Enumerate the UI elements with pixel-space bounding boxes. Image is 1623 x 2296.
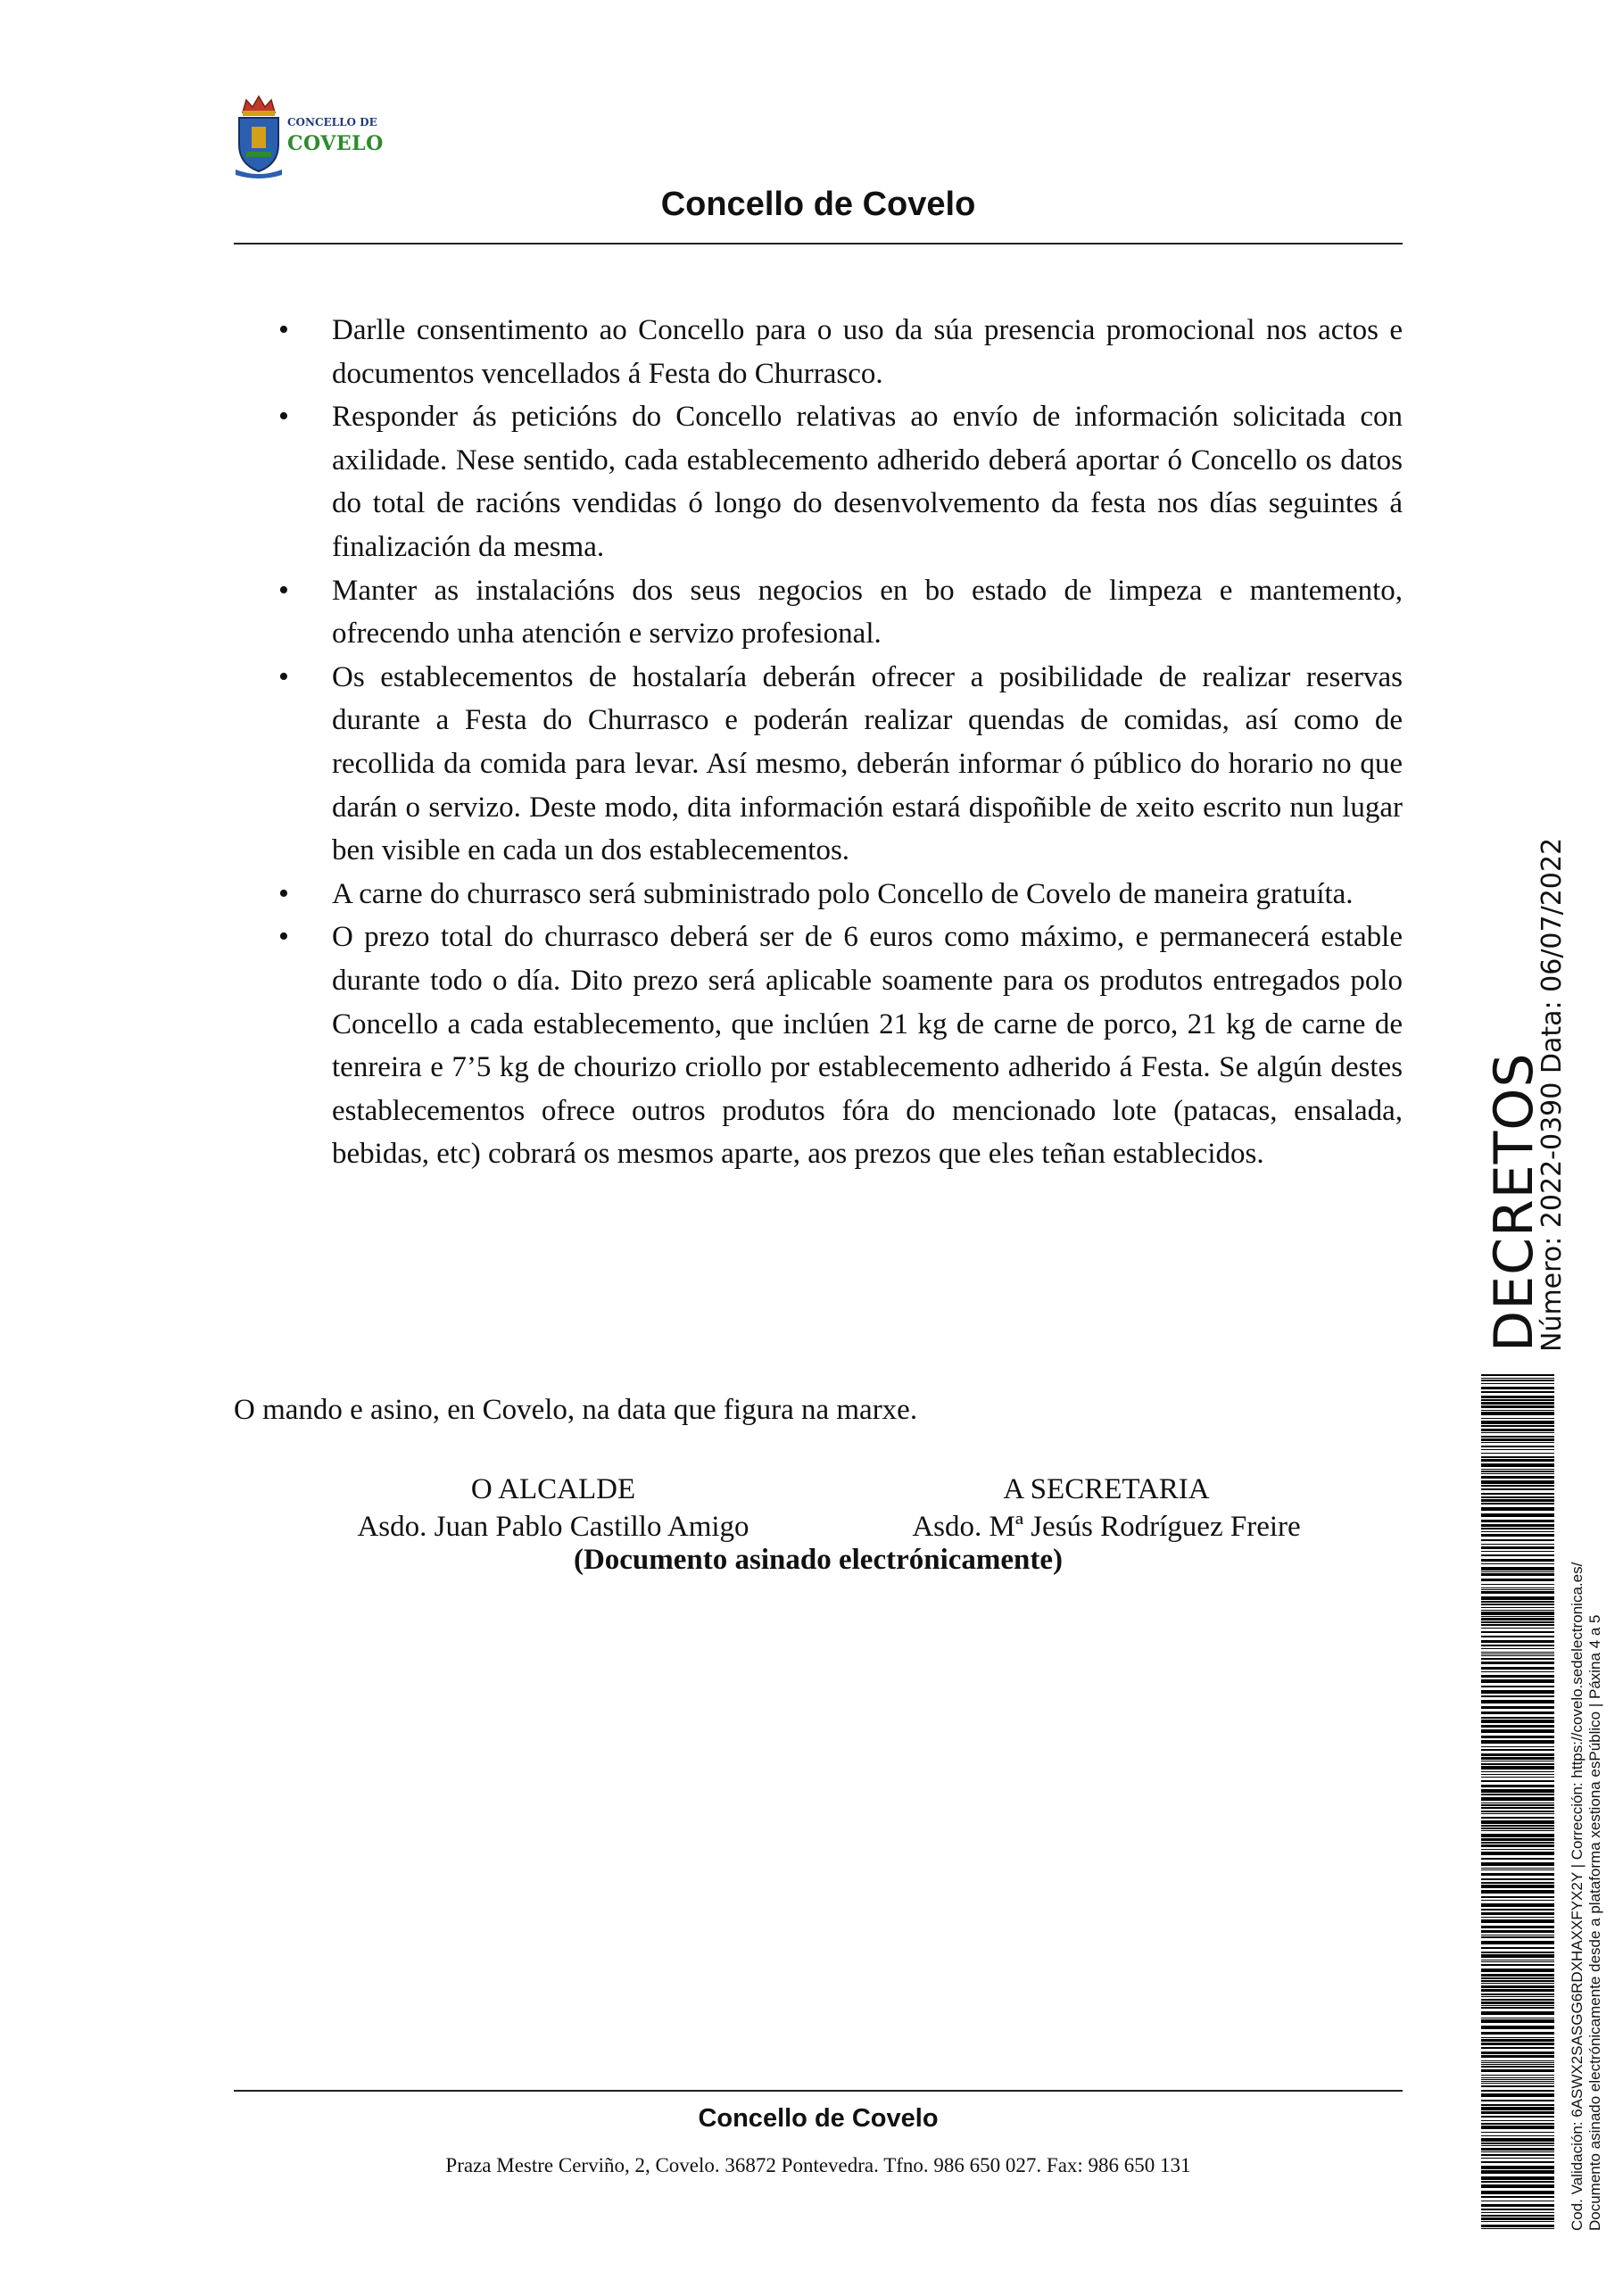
decretos-label: DECRETOS (1483, 1052, 1545, 1352)
barcode-bar (1481, 2093, 1554, 2097)
barcode-bar (1481, 1607, 1554, 1608)
barcode-bar (1481, 1869, 1554, 1870)
barcode-bar (1481, 2184, 1554, 2188)
barcode-bar (1481, 1983, 1554, 1984)
barcode-bar (1481, 1717, 1554, 1719)
validation-code (1569, 1562, 1604, 2231)
barcode-bar (1481, 1584, 1554, 1585)
barcode-bar (1481, 1996, 1554, 1997)
barcode-bar (1481, 1777, 1554, 1778)
barcode-bar (1481, 1969, 1554, 1972)
barcode-bar (1481, 1476, 1554, 1479)
barcode-bar (1481, 1399, 1554, 1401)
barcode-bar (1481, 1695, 1554, 1697)
barcode-bar (1481, 2043, 1554, 2045)
barcode-bar (1481, 2051, 1554, 2054)
barcode-bar (1481, 1503, 1554, 1504)
barcode-bar (1481, 2075, 1554, 2076)
barcode-bar (1481, 1524, 1554, 1527)
barcode-bar (1481, 1573, 1554, 1576)
barcode-bar (1481, 1686, 1554, 1687)
barcode-bar (1481, 2085, 1554, 2087)
barcode-bar (1481, 2166, 1554, 2169)
barcode-bar (1481, 1459, 1554, 1462)
barcode-bar (1481, 1618, 1554, 1620)
barcode-bar (1481, 1763, 1554, 1765)
barcode-bar (1481, 1551, 1554, 1552)
barcode-bar (1481, 2062, 1554, 2063)
barcode-bar (1481, 1421, 1554, 1424)
barcode-bar (1481, 1463, 1554, 1467)
barcode-bar (1481, 1753, 1554, 1756)
list-item: • Os establecementos de hostalaría deberán ofrecer a posibilidade de realizar reservas durante a Festa do Churrasco e poderán realizar quendas de comidas, así como de recollida da comida para levar. Así mesmo, deberán informar ó público do horario no que darán o servizo. Deste modo, dita información estará dispoñible de xeito escrito nun lugar ben visible en cada un dos establecementos. (234, 656, 1403, 873)
barcode-bar (1481, 1912, 1554, 1915)
barcode-bar (1481, 1391, 1554, 1393)
barcode-bar (1481, 2002, 1554, 2004)
barcode-bar (1481, 1378, 1554, 1379)
barcode-bar (1481, 2090, 1554, 2092)
barcode-bar (1481, 1852, 1554, 1855)
barcode-bar (1481, 1690, 1554, 1694)
barcode-bar (1481, 2104, 1554, 2106)
barcode-bar (1481, 1554, 1554, 1556)
barcode-bar (1481, 1534, 1554, 1537)
barcode-bar (1481, 1480, 1554, 1484)
barcode-bar (1481, 1429, 1554, 1431)
barcode-bar (1481, 2011, 1554, 2015)
barcode-bar (1481, 2170, 1554, 2174)
footer-address: Praza Mestre Cerviño, 2, Covelo. 36872 Pontevedra. Tfno. 986 650 027. Fax: 986 650 131 (445, 2154, 1191, 2176)
barcode-bar (1481, 1579, 1554, 1581)
barcode-bar (1481, 1919, 1554, 1923)
barcode-bar (1481, 1817, 1554, 1819)
barcode-bar (1481, 1628, 1554, 1629)
barcode-bar (1481, 2126, 1554, 2129)
validation-code-line2: Documento asinado electrónicamente desde a plataforma xestiona esPúblico | Páxina 4 a 5 (1586, 1614, 1603, 2231)
barcode-bar (1481, 1926, 1554, 1928)
barcode-bar (1481, 1930, 1554, 1933)
barcode-bar (1481, 2228, 1554, 2229)
barcode-bar (1481, 1720, 1554, 1723)
coat-of-arms-icon (234, 93, 284, 178)
barcode-bar (1481, 1961, 1554, 1962)
barcode-bar (1481, 1531, 1554, 1532)
barcode-bar (1481, 1804, 1554, 1806)
barcode-bar (1481, 1740, 1554, 1744)
barcode-bar (1481, 1604, 1554, 1605)
barcode-bar (1481, 1449, 1554, 1450)
list-item: • Responder ás peticións do Concello relativas ao envío de información solicitada con axilidade. Nese sentido, cada establecemento adherido deberá aportar ó Concello os datos do total de racións vendidas ó longo do desenvolvemento da festa nos días seguintes á finalización da mesma. (234, 395, 1403, 568)
barcode-bar (1481, 1954, 1554, 1958)
barcode-bar (1481, 1563, 1554, 1564)
barcode-bar (1481, 1596, 1554, 1600)
barcode-bar (1481, 1842, 1554, 1844)
barcode-bar (1481, 1591, 1554, 1594)
barcode-bar (1481, 1774, 1554, 1775)
logo-text-line2: COVELO (287, 132, 384, 155)
barcode-bar (1481, 1977, 1554, 1979)
barcode-bar (1481, 1873, 1554, 1876)
header-title: Concello de Covelo (660, 186, 976, 223)
barcode-bar (1481, 1469, 1554, 1470)
barcode-bar (1481, 2116, 1554, 2118)
barcode-bar (1481, 1890, 1554, 1894)
barcode-bar (1481, 2026, 1554, 2029)
barcode-bar (1481, 1488, 1554, 1490)
barcode-bar (1481, 1985, 1554, 1988)
barcode-bar (1481, 2007, 1554, 2009)
barcode-bar (1481, 1667, 1554, 1670)
footer-divider (234, 2090, 1403, 2092)
barcode-bar (1481, 1757, 1554, 1760)
barcode-bar (1481, 1528, 1554, 1529)
barcode-bar (1481, 1882, 1554, 1884)
barcode-bar (1481, 2176, 1554, 2180)
barcode-bar (1481, 2077, 1554, 2078)
decree-number-date: Número: 2022-0390 Data: 06/07/2022 (1536, 837, 1568, 1352)
barcode-icon (1481, 1374, 1554, 2231)
barcode-bar (1481, 1493, 1554, 1495)
barcode-bar (1481, 1813, 1554, 1814)
barcode-bar (1481, 2032, 1554, 2035)
barcode-bar (1481, 1425, 1554, 1427)
list-item: • A carne do churrasco será subministrado polo Concello de Covelo de maneira gratuíta. (234, 873, 1403, 916)
barcode-bar (1481, 1712, 1554, 1714)
barcode-bar (1481, 1671, 1554, 1672)
barcode-bar (1481, 1436, 1554, 1438)
mayor-signature (321, 1471, 785, 1546)
barcode-bar (1481, 1456, 1554, 1458)
barcode-bar (1481, 1820, 1554, 1824)
barcode-bar (1481, 1652, 1554, 1653)
barcode-bar (1481, 2111, 1554, 2114)
barcode-bar (1481, 1485, 1554, 1487)
barcode-bar (1481, 2161, 1554, 2163)
barcode-bar (1481, 1844, 1554, 1847)
barcode-bar (1481, 2132, 1554, 2133)
barcode-bar (1481, 1947, 1554, 1949)
barcode-bar (1481, 1974, 1554, 1977)
barcode-bar (1481, 1878, 1554, 1880)
barcode-bar (1481, 1631, 1554, 1633)
barcode-bar (1481, 1964, 1554, 1966)
barcode-bar (1481, 1610, 1554, 1611)
barcode-bar (1481, 1999, 1554, 2001)
barcode-bar (1481, 1736, 1554, 1738)
barcode-bar (1481, 1621, 1554, 1623)
validation-code-line1: Cod. Validación: 6ASWX2SASGG6RDXHAXXFYX2Y | Corrección: https://covelo.sedelectronica.es/ (1569, 1562, 1586, 2231)
barcode-bar (1481, 1989, 1554, 1992)
barcode-bar (1481, 1507, 1554, 1511)
barcode-bar (1481, 1380, 1554, 1381)
barcode-bar (1481, 2064, 1554, 2065)
barcode-bar (1481, 2083, 1554, 2084)
barcode-bar (1481, 1917, 1554, 1918)
barcode-bar (1481, 2151, 1554, 2152)
secretary-name: Asdo. Mª Jesús Rodríguez Freire (912, 1511, 1301, 1543)
barcode-bar (1481, 1849, 1554, 1850)
barcode-bar (1481, 2138, 1554, 2142)
barcode-bar (1481, 2081, 1554, 2082)
barcode-bar (1481, 2019, 1554, 2023)
barcode-bar (1481, 1471, 1554, 1472)
barcode-bar (1481, 1559, 1554, 1562)
barcode-bar (1481, 2060, 1554, 2061)
barcode-bar (1481, 2037, 1554, 2038)
barcode-bar (1481, 1601, 1554, 1603)
barcode-bar (1481, 1834, 1554, 1837)
barcode-bar (1481, 1587, 1554, 1588)
barcode-bar (1481, 1624, 1554, 1626)
barcode-bar (1481, 1645, 1554, 1646)
barcode-bar (1481, 1828, 1554, 1829)
secretary-signature (857, 1471, 1356, 1546)
barcode-bar (1481, 1993, 1554, 1995)
barcode-bar (1481, 2066, 1554, 2068)
barcode-bar (1481, 2221, 1554, 2222)
barcode-bar (1481, 1405, 1554, 1408)
list-item: • Darlle consentimento ao Concello para o uso da súa presencia promocional nos actos e documentos vencellados á Festa do Churrasco. (234, 309, 1403, 395)
barcode-bar (1481, 1496, 1554, 1498)
barcode-bar (1481, 1825, 1554, 1827)
barcode-bar (1481, 1811, 1554, 1812)
barcode-bar (1481, 1442, 1554, 1443)
barcode-bar (1481, 1432, 1554, 1433)
barcode-bar (1481, 1797, 1554, 1801)
barcode-bar (1481, 1640, 1554, 1643)
barcode-bar (1481, 2047, 1554, 2049)
footer-title: Concello de Covelo (698, 2104, 939, 2133)
barcode-bar (1481, 1862, 1554, 1866)
barcode-bar (1481, 1589, 1554, 1590)
barcode-bar (1481, 2212, 1554, 2213)
barcode-bar (1481, 2154, 1554, 2156)
secretary-role: A SECRETARIA (1003, 1473, 1210, 1505)
barcode-bar (1481, 2107, 1554, 2110)
barcode-bar (1481, 2209, 1554, 2210)
list-item: • O prezo total do churrasco deberá ser de 6 euros como máximo, e permanecerá estable durante todo o día. Dito prezo será aplicable soamente para os produtos entregados polo Concello a cada establecemento, que inclúen 21 kg de carne de porco, 21 kg de carne de tenreira e 7’5 kg de chourizo criollo por establecemento adherido á Festa. Se algún destes establecementos ofrece outros produtos fóra do mencionado lote (patacas, ensalada, bebidas, etc) cobrará os mesmos aparte, aos prezos que eles teñan establecidos. (234, 916, 1403, 1176)
logo-text-line1: CONCELLO DE (287, 116, 377, 128)
barcode-bar (1481, 1418, 1554, 1419)
barcode-bar (1481, 2079, 1554, 2080)
barcode-bar (1481, 1616, 1554, 1617)
barcode-bar (1481, 2181, 1554, 2183)
barcode-bar (1481, 1868, 1554, 1869)
barcode-bar (1481, 2215, 1554, 2217)
barcode-bar (1481, 2005, 1554, 2006)
mayor-name: Asdo. Juan Pablo Castillo Amigo (357, 1511, 749, 1543)
barcode-bar (1481, 1900, 1554, 1901)
barcode-bar (1481, 1785, 1554, 1787)
barcode-bar (1481, 1648, 1554, 1649)
barcode-bar (1481, 1662, 1554, 1664)
barcode-bar (1481, 1780, 1554, 1782)
header-divider (234, 243, 1403, 245)
barcode-bar (1481, 1396, 1554, 1398)
barcode-bar (1481, 2055, 1554, 2058)
barcode-bar (1481, 2191, 1554, 2194)
barcode-bar (1481, 1546, 1554, 1549)
barcode-bar (1481, 1658, 1554, 1660)
barcode-bar (1481, 1438, 1554, 1441)
barcode-bar (1481, 1410, 1554, 1411)
barcode-bar (1481, 1885, 1554, 1888)
barcode-bar (1481, 1612, 1554, 1615)
closing-sentence: O mando e asino, en Covelo, na data que figura na marxe. (234, 1394, 918, 1426)
barcode-bar (1481, 2196, 1554, 2198)
barcode-bar (1481, 1838, 1554, 1841)
barcode-bar (1481, 1729, 1554, 1733)
barcode-bar (1481, 1567, 1554, 1571)
barcode-bar (1481, 1446, 1554, 1447)
barcode-bar (1481, 2143, 1554, 2144)
barcode-bar (1481, 1499, 1554, 1502)
concello-logo (234, 93, 385, 182)
mayor-role: O ALCALDE (470, 1473, 636, 1505)
barcode-bar (1481, 2217, 1554, 2220)
barcode-bar (1481, 1513, 1554, 1517)
barcode-bar (1481, 1771, 1554, 1772)
barcode-bar (1481, 1636, 1554, 1637)
barcode-bar (1481, 1746, 1554, 1747)
barcode-bar (1481, 1794, 1554, 1795)
barcode-bar (1481, 2158, 1554, 2159)
barcode-bar (1481, 2100, 1554, 2101)
barcode-bar (1481, 1789, 1554, 1793)
barcode-bar (1481, 2069, 1554, 2072)
barcode-bar (1481, 1830, 1554, 1831)
barcode-bar (1481, 1896, 1554, 1898)
barcode-bar (1481, 1520, 1554, 1522)
barcode-bar (1481, 2120, 1554, 2121)
barcode-bar (1481, 1539, 1554, 1541)
barcode-bar (1481, 2225, 1554, 2227)
barcode-bar (1481, 2135, 1554, 2136)
barcode-bar (1481, 1383, 1554, 1384)
barcode-bar (1481, 1980, 1554, 1982)
barcode-bar (1481, 1725, 1554, 1728)
barcode-bar (1481, 2039, 1554, 2042)
barcode-bar (1481, 1402, 1554, 1405)
barcode-bar (1481, 1700, 1554, 1703)
barcode-bar (1481, 1749, 1554, 1751)
barcode-bar (1481, 1473, 1554, 1474)
barcode-bar (1481, 2123, 1554, 2125)
barcode-bar (1481, 1544, 1554, 1545)
barcode-bar (1481, 1675, 1554, 1678)
barcode-bar (1481, 2145, 1554, 2146)
barcode-bar (1481, 1909, 1554, 1911)
barcode-bar (1481, 1387, 1554, 1389)
barcode-bar (1481, 1766, 1554, 1770)
barcode-bar (1481, 1453, 1554, 1454)
barcode-bar (1481, 1941, 1554, 1944)
barcode-bar (1481, 1706, 1554, 1709)
barcode-bar (1481, 1679, 1554, 1683)
obligations-list (234, 309, 1403, 1176)
barcode-bar (1481, 1936, 1554, 1938)
barcode-bar (1481, 1858, 1554, 1860)
barcode-bar (1481, 2204, 1554, 2207)
barcode-bar (1481, 1571, 1554, 1572)
electronic-signature-note: (Documento asinado electrónicamente) (573, 1544, 1064, 1576)
list-item: • Manter as instalacións dos seus negocios en bo estado de limpeza e mantemento, ofrecendo unha atención e servizo profesional. (234, 569, 1403, 656)
barcode-bar (1481, 1412, 1554, 1415)
barcode-bar (1481, 1903, 1554, 1907)
barcode-bar (1481, 2148, 1554, 2151)
barcode-bar (1481, 1952, 1554, 1953)
barcode-bar (1481, 1655, 1554, 1656)
barcode-bar (1481, 1807, 1554, 1809)
barcode-bar (1481, 1374, 1554, 1376)
